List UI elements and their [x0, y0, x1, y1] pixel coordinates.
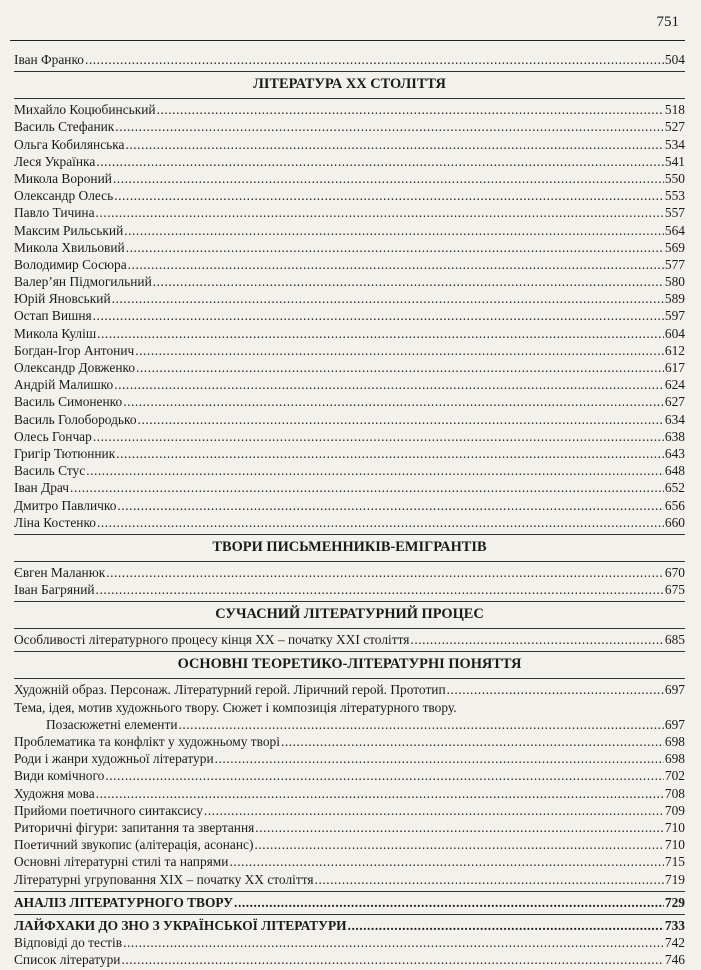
- toc-entry-title: Леся Українка: [14, 153, 96, 169]
- toc-entry: [14, 802, 685, 819]
- toc-entry-title: Максим Рильський: [14, 222, 124, 238]
- dot-leader: [126, 239, 664, 256]
- toc-entry-page: 504: [664, 52, 685, 67]
- dot-leader: [85, 51, 664, 68]
- toc-entry-title: Відповіді до тестів: [14, 935, 123, 951]
- toc-entry: [14, 581, 685, 598]
- dot-leader: [97, 325, 664, 342]
- toc-entry: [14, 153, 685, 170]
- toc-entry: [14, 917, 685, 934]
- toc-entry-title: Роди і жанри художньої літератури: [14, 751, 214, 767]
- toc-entry: [14, 785, 685, 802]
- toc-entry-title: Позасюжетні елементи: [46, 716, 178, 732]
- toc-entry-title: Тема, ідея, мотив художнього твору. Сюжет і композиція літературного твору.: [14, 699, 457, 715]
- dot-leader: [153, 273, 664, 290]
- toc-entry-title: Особливості літературного процесу кінця XX – початку XXI століття: [14, 632, 410, 648]
- dot-leader: [113, 170, 664, 187]
- dot-leader: [138, 411, 664, 428]
- toc-entry-page: 550: [664, 170, 685, 186]
- toc-entry-title: Риторичні фігури: запитання та звертання: [14, 819, 255, 835]
- toc-entry-page: 698: [664, 734, 685, 749]
- toc-entry: [14, 894, 685, 911]
- toc-entry-title: Прийоми поетичного синтаксису: [14, 802, 203, 818]
- toc-entry-page: 553: [664, 188, 685, 204]
- toc-entry: [14, 239, 685, 256]
- toc-entry: [14, 290, 685, 307]
- dot-leader: [114, 376, 664, 393]
- section-heading: ОСНОВНІ ТЕОРЕТИКО-ЛІТЕРАТУРНІ ПОНЯТТЯ: [177, 656, 522, 673]
- toc-entry-page: 569: [664, 239, 685, 255]
- dot-leader: [121, 951, 663, 968]
- toc-entry-title: Василь Симоненко: [14, 394, 123, 410]
- toc-entry: [14, 101, 685, 118]
- dot-leader: [179, 716, 664, 733]
- dot-leader: [96, 581, 664, 598]
- toc-entry-page: 708: [664, 785, 685, 801]
- dot-leader: [96, 204, 664, 221]
- dot-leader: [114, 187, 664, 204]
- section-divider: [14, 71, 685, 72]
- toc-entry-page: 518: [664, 102, 685, 118]
- toc-entry-title: Микола Куліш: [14, 325, 97, 341]
- toc-entry: [14, 479, 685, 496]
- toc-entry: [14, 462, 685, 479]
- toc-entry: [14, 750, 685, 767]
- toc-entry-title: Богдан-Ігор Антонич: [14, 342, 135, 358]
- toc-entry: [14, 428, 685, 445]
- dot-leader: [105, 767, 664, 784]
- toc-entry: [14, 497, 685, 514]
- toc-entry-page: 697: [664, 716, 685, 732]
- toc-entry: [14, 325, 685, 342]
- toc-entry-page: 643: [664, 445, 685, 461]
- toc-entry-title: Валер’ян Підмогильний: [14, 274, 152, 290]
- toc-entry-page: 627: [664, 394, 685, 410]
- toc-entry-page: 709: [664, 802, 685, 818]
- toc-entry-page: 638: [664, 428, 685, 444]
- section-divider: [14, 914, 685, 915]
- toc-entry: [14, 222, 685, 239]
- section-heading: ЛІТЕРАТУРА XX СТОЛІТТЯ: [253, 76, 446, 93]
- toc-entry: [14, 871, 685, 888]
- toc-entry-page: 675: [664, 582, 685, 598]
- section-heading: СУЧАСНИЙ ЛІТЕРАТУРНИЙ ПРОЦЕС: [215, 606, 484, 623]
- toc-entry-title: Григір Тютюнник: [14, 445, 116, 461]
- toc-entry-title: Основні літературні стилі та напрями: [14, 854, 229, 870]
- page-number: 751: [656, 14, 679, 30]
- toc-entry-title: Іван Драч: [14, 480, 70, 496]
- toc-entry-page: 660: [664, 514, 685, 530]
- toc-entry-page: 557: [664, 205, 685, 221]
- toc-entry: [14, 767, 685, 784]
- toc-entry: [14, 445, 685, 462]
- toc-entry-page: 597: [664, 308, 685, 324]
- toc-entry-page: 527: [664, 119, 685, 135]
- toc-entry: [14, 564, 685, 581]
- toc-entry: [14, 393, 685, 410]
- dot-leader: [229, 853, 663, 870]
- toc-entry: [14, 514, 685, 531]
- toc-entry-title: Ольга Кобилянська: [14, 136, 125, 152]
- table-of-contents: [14, 51, 685, 968]
- toc-entry-title: Олександр Довженко: [14, 360, 136, 375]
- dot-leader: [96, 153, 664, 170]
- toc-entry: [14, 307, 685, 324]
- dot-leader: [93, 307, 664, 324]
- toc-entry-page: 604: [664, 325, 685, 341]
- toc-entry-title: Василь Голобородько: [14, 411, 137, 427]
- toc-entry-title: Юрій Яновський: [14, 291, 111, 307]
- toc-entry-page: 698: [664, 751, 685, 767]
- toc-entry: [14, 204, 685, 221]
- toc-entry: [14, 934, 685, 951]
- section-divider: [14, 601, 685, 602]
- toc-entry: [14, 256, 685, 273]
- toc-entry-page: 719: [664, 871, 685, 887]
- section-divider: [14, 891, 685, 892]
- toc-entry: [14, 836, 685, 853]
- toc-entry-title: Ліна Костенко: [14, 514, 96, 530]
- dot-leader: [117, 497, 664, 514]
- section-divider: [14, 561, 685, 562]
- toc-entry-page: 652: [664, 480, 685, 496]
- section-divider: [14, 98, 685, 99]
- toc-entry-title: Літературні угруповання XIX – початку XX століття: [14, 871, 314, 887]
- toc-entry-title: Андрій Малишко: [14, 377, 114, 393]
- toc-entry-title: Олесь Гончар: [14, 428, 92, 444]
- toc-entry: [14, 951, 685, 968]
- toc-entry-page: 697: [664, 682, 685, 698]
- dot-leader: [447, 681, 664, 698]
- toc-entry-page: 742: [664, 935, 685, 951]
- dot-leader: [348, 917, 664, 934]
- toc-entry-page: 612: [664, 342, 685, 358]
- dot-leader: [135, 342, 664, 359]
- toc-entry: [14, 853, 685, 870]
- dot-leader: [123, 393, 664, 410]
- toc-entry-title: Олександр Олесь: [14, 188, 114, 204]
- toc-entry-page: 715: [664, 854, 685, 870]
- toc-entry: [14, 170, 685, 187]
- dot-leader: [116, 445, 664, 462]
- dot-leader: [112, 290, 664, 307]
- dot-leader: [255, 819, 664, 836]
- dot-leader: [97, 514, 664, 531]
- toc-entry-title: ЛАЙФХАКИ ДО ЗНО З УКРАЇНСЬКОЇ ЛІТЕРАТУРИ: [14, 917, 347, 933]
- toc-entry: [14, 51, 685, 68]
- section-divider: [14, 651, 685, 652]
- toc-entry-title: Список літератури: [14, 952, 121, 968]
- toc-entry-page: 580: [664, 274, 685, 290]
- toc-entry: [14, 699, 685, 716]
- toc-entry: [14, 136, 685, 153]
- toc-entry: [14, 118, 685, 135]
- toc-entry-title: Іван Багряний: [14, 582, 95, 598]
- toc-entry-title: Євген Маланюк: [14, 564, 106, 580]
- header-rule: [10, 40, 685, 41]
- toc-entry-page: 648: [664, 463, 685, 479]
- toc-entry-title: Поетичний звукопис (алітерація, асонанс): [14, 837, 254, 853]
- toc-entry-page: 634: [664, 411, 685, 427]
- dot-leader: [410, 631, 663, 648]
- toc-entry-page: 746: [664, 952, 685, 968]
- toc-entry-title: Художній образ. Персонаж. Літературний герой. Ліричний герой. Прототип: [14, 682, 446, 698]
- toc-entry-title: Дмитро Павличко: [14, 497, 117, 513]
- toc-entry: [14, 819, 685, 836]
- dot-leader: [115, 118, 664, 135]
- dot-leader: [315, 871, 664, 888]
- dot-leader: [126, 136, 664, 153]
- toc-entry-page: 733: [664, 917, 685, 933]
- section-divider: [14, 628, 685, 629]
- toc-entry-page: 564: [664, 222, 685, 238]
- dot-leader: [254, 836, 663, 853]
- dot-leader: [128, 256, 664, 273]
- toc-entry-page: 685: [664, 632, 685, 648]
- toc-entry-page: 577: [664, 256, 685, 272]
- toc-entry-page: 702: [664, 768, 685, 784]
- dot-leader: [86, 462, 664, 479]
- toc-entry: [14, 681, 685, 698]
- toc-entry: [14, 359, 685, 376]
- dot-leader: [215, 750, 664, 767]
- toc-entry-title: Василь Стус: [14, 463, 86, 479]
- toc-entry-title: Михайло Коцюбинський: [14, 102, 156, 118]
- toc-entry-title: Остап Вишня: [14, 308, 92, 324]
- dot-leader: [234, 894, 664, 911]
- toc-entry-page: 617: [664, 360, 685, 375]
- toc-entry-title: Микола Вороний: [14, 170, 112, 186]
- toc-entry-title: Павло Тичина: [14, 205, 95, 221]
- toc-entry-page: 710: [664, 837, 685, 853]
- toc-entry-title: АНАЛІЗ ЛІТЕРАТУРНОГО ТВОРУ: [14, 894, 234, 910]
- section-divider: [14, 678, 685, 679]
- toc-entry: [14, 376, 685, 393]
- toc-entry-title: Василь Стефаник: [14, 119, 115, 135]
- toc-entry-title: Іван Франко: [14, 52, 84, 67]
- dot-leader: [106, 564, 664, 581]
- dot-leader: [96, 785, 664, 802]
- dot-leader: [157, 101, 664, 118]
- dot-leader: [123, 934, 664, 951]
- toc-entry-page: 729: [664, 894, 685, 910]
- toc-entry: [14, 273, 685, 290]
- dot-leader: [281, 733, 664, 750]
- section-heading: ТВОРИ ПИСЬМЕННИКІВ-ЕМІГРАНТІВ: [212, 538, 487, 555]
- dot-leader: [124, 222, 664, 239]
- toc-entry: [14, 631, 685, 648]
- dot-leader: [136, 359, 664, 376]
- toc-entry-title: Види комічного: [14, 768, 105, 784]
- toc-entry: [14, 187, 685, 204]
- toc-entry-title: Проблематика та конфлікт у художньому творі: [14, 734, 280, 749]
- dot-leader: [204, 802, 664, 819]
- toc-entry-title: Володимир Сосюра: [14, 256, 127, 272]
- toc-entry: [14, 733, 685, 750]
- toc-entry-page: 541: [664, 153, 685, 169]
- toc-entry-page: 589: [664, 291, 685, 307]
- toc-entry-title: Художня мова: [14, 785, 95, 801]
- toc-entry-page: 710: [664, 819, 685, 835]
- toc-entry-page: 670: [664, 564, 685, 580]
- toc-entry-page: 534: [664, 136, 685, 152]
- toc-entry-page: 656: [664, 497, 685, 513]
- toc-entry: [14, 411, 685, 428]
- toc-entry-title: Микола Хвильовий: [14, 239, 125, 255]
- section-divider: [14, 534, 685, 535]
- toc-entry: [14, 342, 685, 359]
- toc-entry-page: 624: [664, 377, 685, 393]
- toc-entry: [14, 716, 685, 733]
- dot-leader: [93, 428, 664, 445]
- dot-leader: [70, 479, 664, 496]
